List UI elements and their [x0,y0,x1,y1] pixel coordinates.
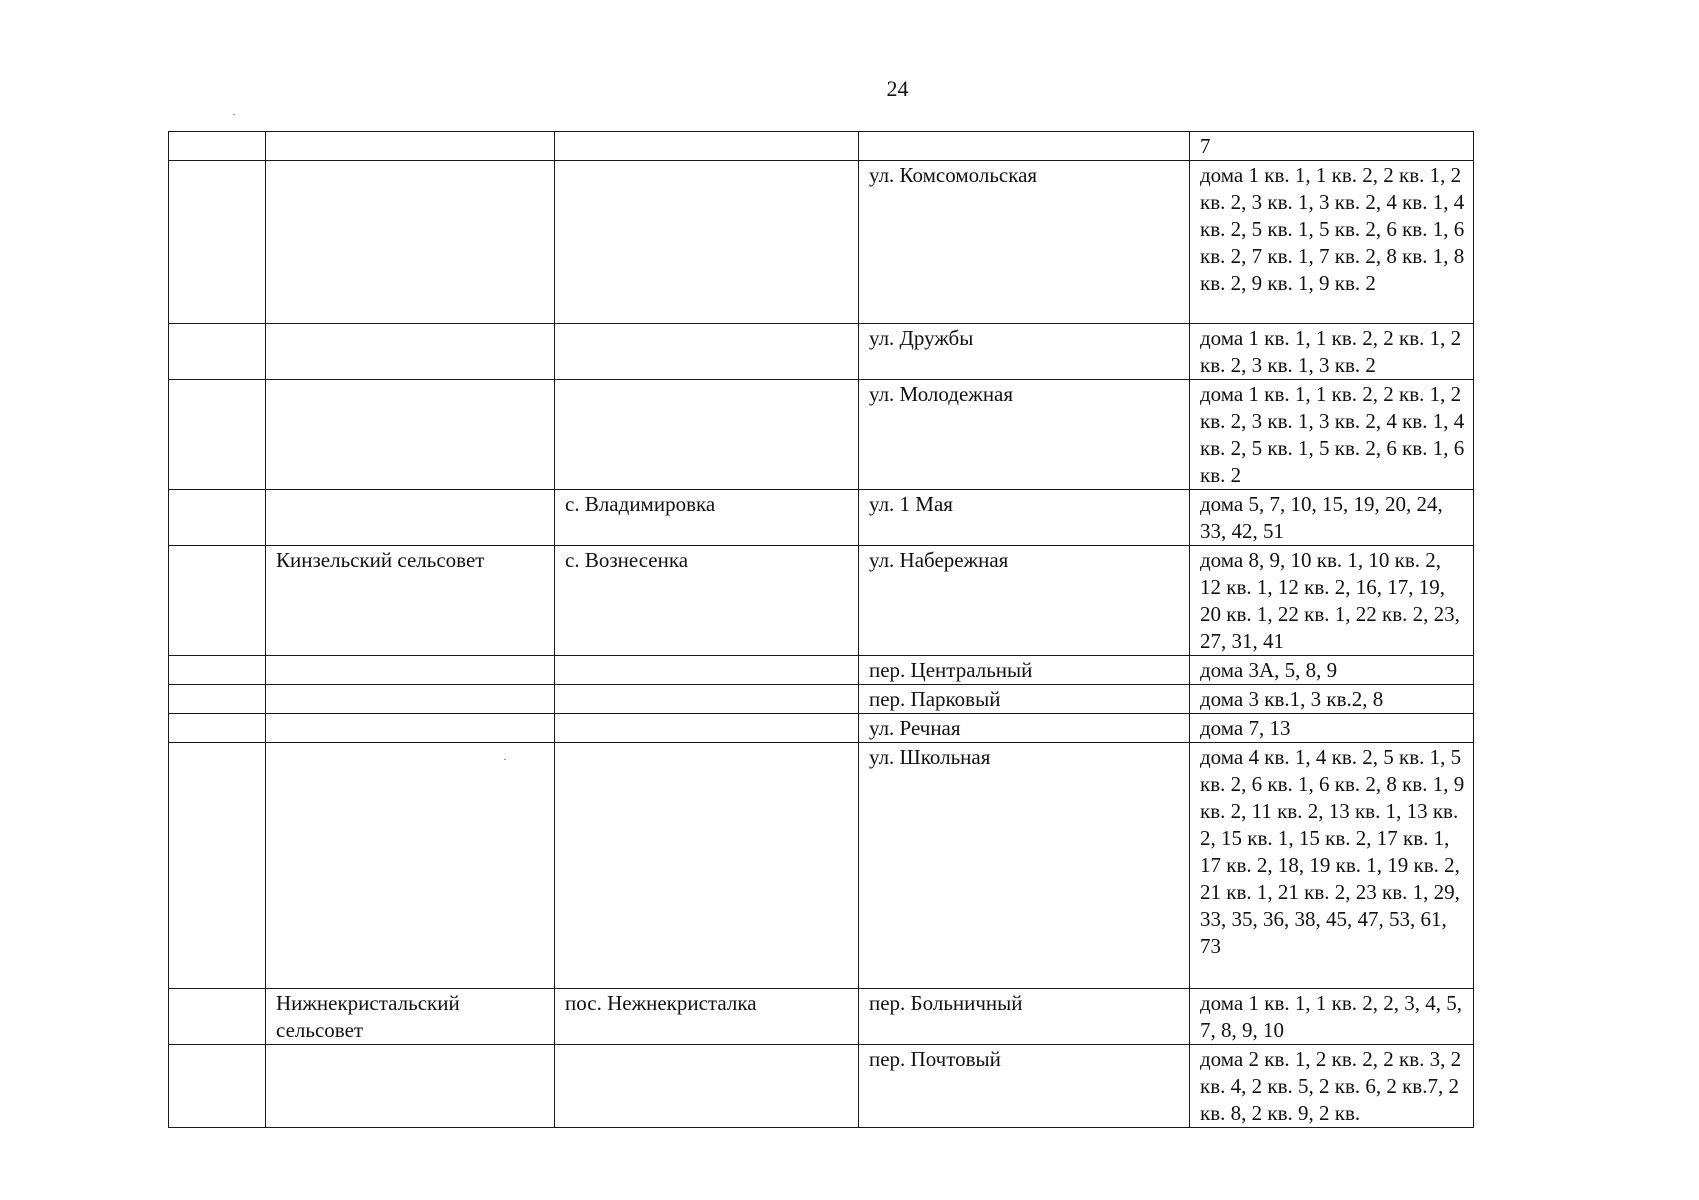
settlement-cell: пос. Нежнекристалка [555,989,859,1045]
row-number-cell [169,380,266,490]
settlement-cell [555,714,859,743]
street-cell: ул. Речная [859,714,1190,743]
council-cell [266,743,555,989]
street-cell: ул. Комсомольская [859,161,1190,324]
table-row [169,161,1474,324]
row-number-cell [169,161,266,324]
street-cell: ул. Набережная [859,546,1190,656]
houses-cell: дома 5, 7, 10, 15, 19, 20, 24, 33, 42, 51 [1190,490,1474,546]
addresses-table [168,131,1474,1128]
table-row [169,743,1474,989]
settlement-cell: с. Владимировка [555,490,859,546]
council-cell: Нижнекристальский сельсовет [266,989,555,1045]
houses-cell: дома 1 кв. 1, 1 кв. 2, 2 кв. 1, 2 кв. 2, 3 кв. 1, 3 кв. 2 [1190,324,1474,380]
houses-cell: дома 3 кв.1, 3 кв.2, 8 [1190,685,1474,714]
row-number-cell [169,1045,266,1128]
row-number-cell [169,132,266,161]
table-row [169,490,1474,546]
settlement-cell: с. Вознесенка [555,546,859,656]
row-number-cell [169,490,266,546]
row-number-cell [169,989,266,1045]
council-cell [266,161,555,324]
row-number-cell [169,656,266,685]
houses-cell: дома 1 кв. 1, 1 кв. 2, 2 кв. 1, 2 кв. 2, 3 кв. 1, 3 кв. 2, 4 кв. 1, 4 кв. 2, 5 кв. 1, 5 кв. 2, 6 кв. 1, 6 кв. 2 [1190,380,1474,490]
addresses-table-body [169,132,1474,1128]
council-cell: Кинзельский сельсовет [266,546,555,656]
council-cell [266,324,555,380]
street-cell: ул. Молодежная [859,380,1190,490]
houses-cell: дома 1 кв. 1, 1 кв. 2, 2, 3, 4, 5, 7, 8, 9, 10 [1190,989,1474,1045]
table-row [169,714,1474,743]
settlement-cell [555,743,859,989]
settlement-cell [555,685,859,714]
street-cell: пер. Почтовый [859,1045,1190,1128]
street-cell: пер. Парковый [859,685,1190,714]
houses-cell: 7 [1190,132,1474,161]
settlement-cell [555,1045,859,1128]
table-row [169,1045,1474,1128]
council-cell [266,685,555,714]
council-cell [266,656,555,685]
street-cell: ул. Дружбы [859,324,1190,380]
table-row [169,546,1474,656]
table-row [169,132,1474,161]
street-cell: пер. Больничный [859,989,1190,1045]
settlement-cell [555,656,859,685]
council-cell [266,490,555,546]
houses-cell: дома 1 кв. 1, 1 кв. 2, 2 кв. 1, 2 кв. 2, 3 кв. 1, 3 кв. 2, 4 кв. 1, 4 кв. 2, 5 кв. 1, 5 кв. 2, 6 кв. 1, 6 кв. 2, 7 кв. 1, 7 кв. 2, 8 кв. 1, 8 кв. 2, 9 кв. 1, 9 кв. 2 [1190,161,1474,324]
settlement-cell [555,380,859,490]
table-row [169,324,1474,380]
street-cell: ул. Школьная [859,743,1190,989]
row-number-cell [169,685,266,714]
street-cell: ул. 1 Мая [859,490,1190,546]
row-number-cell [169,743,266,989]
houses-cell: дома 4 кв. 1, 4 кв. 2, 5 кв. 1, 5 кв. 2, 6 кв. 1, 6 кв. 2, 8 кв. 1, 9 кв. 2, 11 кв. 2, 13 кв. 1, 13 кв. 2, 15 кв. 1, 15 кв. 2, 17 кв. 1, 17 кв. 2, 18, 19 кв. 1, 19 кв. 2, 21 кв. 1, 21 кв. 2, 23 кв. 1, 29, 33, 35, 36, 38, 45, 47, 53, 61, 73 [1190,743,1474,989]
council-cell [266,714,555,743]
row-number-cell [169,714,266,743]
table-row [169,380,1474,490]
table-row [169,656,1474,685]
council-cell [266,1045,555,1128]
houses-cell: дома 3А, 5, 8, 9 [1190,656,1474,685]
houses-cell: дома 8, 9, 10 кв. 1, 10 кв. 2, 12 кв. 1, 12 кв. 2, 16, 17, 19, 20 кв. 1, 22 кв. 1, 22 кв. 2, 23, 27, 31, 41 [1190,546,1474,656]
settlement-cell [555,324,859,380]
table-row [169,685,1474,714]
houses-cell: дома 7, 13 [1190,714,1474,743]
row-number-cell [169,324,266,380]
street-cell [859,132,1190,161]
council-cell [266,380,555,490]
council-cell [266,132,555,161]
scan-speck [233,114,235,115]
page-number: 24 [886,76,909,101]
settlement-cell [555,161,859,324]
houses-cell: дома 2 кв. 1, 2 кв. 2, 2 кв. 3, 2 кв. 4, 2 кв. 5, 2 кв. 6, 2 кв.7, 2 кв. 8, 2 кв. 9, 2 кв. [1190,1045,1474,1128]
settlement-cell [555,132,859,161]
row-number-cell [169,546,266,656]
street-cell: пер. Центральный [859,656,1190,685]
table-row [169,989,1474,1045]
